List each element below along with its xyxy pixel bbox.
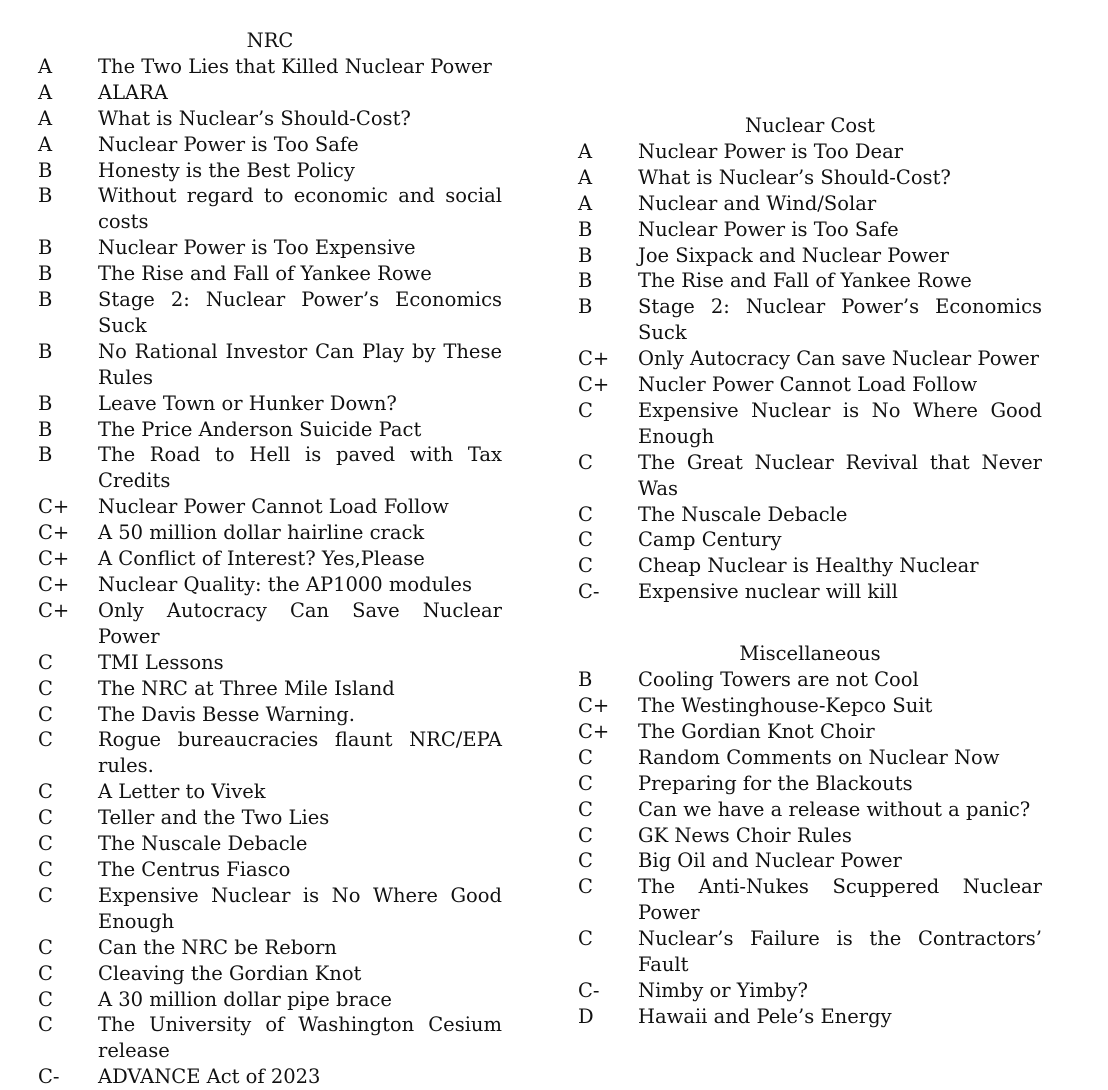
post-title: Camp Century <box>638 528 782 552</box>
left-column <box>38 28 502 1090</box>
post-title: No Rational Investor Can Play by These Rules <box>98 339 502 389</box>
grade-label: C <box>578 771 593 795</box>
post-title: Stage 2: Nuclear Power’s Economics Suck <box>638 295 1042 345</box>
grade-label: C <box>578 450 593 474</box>
list-item <box>38 702 502 728</box>
list-item <box>578 553 1042 579</box>
list-item <box>578 579 1042 605</box>
grade-label: C <box>578 797 593 821</box>
list-item <box>578 719 1042 745</box>
post-title: Leave Town or Hunker Down? <box>98 391 397 415</box>
post-title: Expensive nuclear will kill <box>638 580 898 604</box>
post-title: The Road to Hell is paved with Tax Credits <box>98 443 502 493</box>
list-item <box>38 727 502 779</box>
grade-label: C <box>578 875 593 899</box>
post-title: Cheap Nuclear is Healthy Nuclear <box>638 554 979 578</box>
list-item <box>578 667 1042 693</box>
list-item <box>38 287 502 339</box>
post-title: Expensive Nuclear is No Where Good Enough <box>98 883 502 933</box>
list-item <box>38 598 502 650</box>
grade-label: C <box>578 823 593 847</box>
post-title: The Nuscale Debacle <box>98 832 308 856</box>
grade-label: C <box>38 702 53 726</box>
post-title: Only Autocracy Can save Nuclear Power <box>638 347 1039 371</box>
list-item <box>38 546 502 572</box>
post-title: The Price Anderson Suicide Pact <box>98 417 422 441</box>
post-title: Nuclear Power Cannot Load Follow <box>98 495 449 519</box>
post-title: Big Oil and Nuclear Power <box>638 849 902 873</box>
post-title: Nuclear Power is Too Safe <box>638 217 899 241</box>
list-item <box>578 978 1042 1004</box>
grade-label: D <box>578 1004 594 1028</box>
grade-label: C <box>38 883 53 907</box>
list-item <box>578 165 1042 191</box>
list-item <box>38 857 502 883</box>
post-title: The NRC at Three Mile Island <box>98 676 395 700</box>
post-title: The University of Washington Cesium release <box>98 1013 502 1063</box>
list-item <box>578 398 1042 450</box>
grade-label: C+ <box>578 373 610 397</box>
grade-label: C+ <box>578 694 610 717</box>
post-title: Cooling Towers are not Cool <box>638 668 919 692</box>
grade-label: C <box>38 857 53 881</box>
section-heading: Nuclear Cost <box>745 114 875 137</box>
post-title: What is Nuclear’s Should-Cost? <box>98 106 411 130</box>
post-title: Joe Sixpack and Nuclear Power <box>638 243 949 267</box>
grade-label: B <box>38 391 53 415</box>
grade-label: C <box>578 554 593 578</box>
list-item <box>578 139 1042 165</box>
post-title: Can we have a release without a panic? <box>638 797 1031 821</box>
grade-label: A <box>38 106 53 130</box>
post-title: Nuclear and Wind/Solar <box>638 191 877 215</box>
post-title: The Great Nuclear Revival that Never Was <box>638 450 1042 500</box>
list-item <box>38 1012 502 1064</box>
list-item <box>578 823 1042 849</box>
grade-label: C+ <box>578 347 610 371</box>
list-item <box>578 797 1042 823</box>
grade-label: B <box>38 417 53 441</box>
post-title: The Westinghouse-Kepco Suit <box>638 694 933 717</box>
post-title: Stage 2: Nuclear Power’s Economics Suck <box>98 288 502 337</box>
grade-label: C <box>38 728 53 752</box>
grade-label: B <box>38 262 53 286</box>
post-title: Only Autocracy Can Save Nuclear Power <box>98 598 502 648</box>
grade-label: C <box>38 676 53 700</box>
list-item <box>38 1064 502 1090</box>
list-item <box>578 926 1042 978</box>
list-item <box>578 450 1042 502</box>
list-item <box>38 183 502 235</box>
grade-label: C+ <box>38 521 70 545</box>
grade-label: C+ <box>578 719 610 743</box>
list-item <box>578 848 1042 874</box>
list-item <box>38 676 502 702</box>
post-title: The Rise and Fall of Yankee Rowe <box>98 262 432 286</box>
grade-label: C <box>38 650 53 674</box>
grade-label: B <box>578 668 593 692</box>
grade-label: C <box>578 849 593 873</box>
grade-label: C <box>578 745 593 769</box>
grade-label: C <box>578 927 593 951</box>
post-title: Nucler Power Cannot Load Follow <box>638 373 978 397</box>
right-column <box>578 28 1042 1030</box>
list-item <box>38 650 502 676</box>
post-title: GK News Choir Rules <box>638 823 852 847</box>
grade-label: B <box>38 184 53 208</box>
grade-label: A <box>38 80 53 104</box>
grade-label: B <box>38 443 53 467</box>
list-item <box>578 527 1042 553</box>
post-title: The Anti-Nukes Scuppered Nuclear Power <box>638 875 1042 925</box>
grade-label: B <box>38 288 53 312</box>
grade-label: B <box>578 295 593 319</box>
list-item <box>38 391 502 417</box>
post-title: The Davis Besse Warning. <box>98 702 355 726</box>
post-title: Hawaii and Pele’s Energy <box>638 1004 892 1028</box>
grade-label: C <box>578 528 593 552</box>
list-item <box>38 494 502 520</box>
grade-label: B <box>38 236 53 260</box>
grade-label: C <box>38 832 53 856</box>
post-title: The Centrus Fiasco <box>98 857 291 881</box>
grade-label: C- <box>38 1065 60 1089</box>
list-item <box>578 372 1042 398</box>
post-title: Without regard to economic and social costs <box>98 184 502 234</box>
list-item <box>38 935 502 961</box>
post-title: Nimby or Yimby? <box>638 978 808 1002</box>
post-title: Can the NRC be Reborn <box>98 935 337 959</box>
list-item <box>38 883 502 935</box>
grade-label: C- <box>578 978 600 1002</box>
list-item <box>38 961 502 987</box>
grade-label: C+ <box>38 573 70 597</box>
post-title: TMI Lessons <box>98 650 224 674</box>
post-title: A 30 million dollar pipe brace <box>98 987 392 1011</box>
post-title: Nuclear Power is Too Dear <box>638 139 904 163</box>
post-title: Nuclear Quality: the AP1000 modules <box>98 573 472 597</box>
list-item <box>38 80 502 106</box>
post-title: Expensive Nuclear is No Where Good Enough <box>638 398 1042 448</box>
list-item <box>578 346 1042 372</box>
grade-label: C <box>38 780 53 804</box>
list-item <box>38 417 502 443</box>
grade-label: C <box>38 935 53 959</box>
grade-label: B <box>38 339 53 363</box>
post-title: What is Nuclear’s Should-Cost? <box>638 165 951 189</box>
post-title: ALARA <box>98 80 168 104</box>
list-item <box>578 294 1042 346</box>
grade-label: C- <box>578 580 600 604</box>
grade-label: C+ <box>38 495 70 519</box>
list-item <box>38 520 502 546</box>
list-item <box>578 745 1042 771</box>
list-item <box>38 106 502 132</box>
post-title: Cleaving the Gordian Knot <box>98 961 362 985</box>
grade-label: B <box>578 217 593 241</box>
grade-label: A <box>38 54 53 78</box>
grade-label: A <box>578 139 593 163</box>
list-item <box>38 235 502 261</box>
post-title: Nuclear Power is Too Safe <box>98 132 359 156</box>
post-title: Random Comments on Nuclear Now <box>638 745 1000 769</box>
grade-label: C <box>38 806 53 830</box>
list-item <box>578 502 1042 528</box>
grade-label: C <box>38 1013 53 1037</box>
post-title: ADVANCE Act of 2023 <box>98 1065 321 1089</box>
list-item <box>38 987 502 1013</box>
grade-label: A <box>578 191 593 215</box>
list-item <box>578 771 1042 797</box>
post-title: The Nuscale Debacle <box>638 502 848 526</box>
post-title: Nuclear’s Failure is the Contractors’ Fault <box>638 927 1042 977</box>
post-title: The Rise and Fall of Yankee Rowe <box>638 269 972 293</box>
list-item <box>38 339 502 391</box>
list-item <box>578 243 1042 269</box>
post-title: Preparing for the Blackouts <box>638 771 913 795</box>
list-item <box>38 779 502 805</box>
grade-label: B <box>578 269 593 293</box>
grade-label: A <box>38 132 53 156</box>
list-item <box>578 191 1042 217</box>
post-title: A Conflict of Interest? Yes,Please <box>98 547 425 571</box>
grade-label: C+ <box>38 598 70 622</box>
list-item <box>578 874 1042 926</box>
grade-label: C <box>578 502 593 526</box>
section-heading: NRC <box>246 29 294 52</box>
list-item <box>38 831 502 857</box>
post-title: The Gordian Knot Choir <box>638 719 875 743</box>
nrc-section <box>38 28 502 1090</box>
list-item <box>578 693 1042 719</box>
grade-label: C <box>578 398 593 422</box>
grade-label: C <box>38 987 53 1011</box>
miscellaneous-section <box>578 641 1042 1030</box>
grade-label: B <box>38 158 53 182</box>
list-item <box>578 1004 1042 1030</box>
grade-label: C+ <box>38 547 70 571</box>
post-title: Rogue bureaucracies flaunt NRC/EPA rules. <box>98 728 502 778</box>
list-item <box>38 261 502 287</box>
grade-label: C <box>38 961 53 985</box>
list-item <box>38 572 502 598</box>
list-item <box>38 158 502 184</box>
nuclear-cost-section <box>578 113 1042 605</box>
list-item <box>578 217 1042 243</box>
post-title: A Letter to Vivek <box>98 780 266 804</box>
post-title: Teller and the Two Lies <box>98 806 330 830</box>
list-item <box>38 442 502 494</box>
post-title: A 50 million dollar hairline crack <box>98 521 425 545</box>
list-item <box>38 54 502 80</box>
post-title: The Two Lies that Killed Nuclear Power <box>98 54 492 78</box>
grade-label: A <box>578 165 593 189</box>
list-item <box>578 268 1042 294</box>
post-title: Honesty is the Best Policy <box>98 158 355 182</box>
post-title: Nuclear Power is Too Expensive <box>98 236 416 260</box>
grade-label: B <box>578 243 593 267</box>
list-item <box>38 132 502 158</box>
list-item <box>38 805 502 831</box>
section-heading: Miscellaneous <box>739 642 881 666</box>
